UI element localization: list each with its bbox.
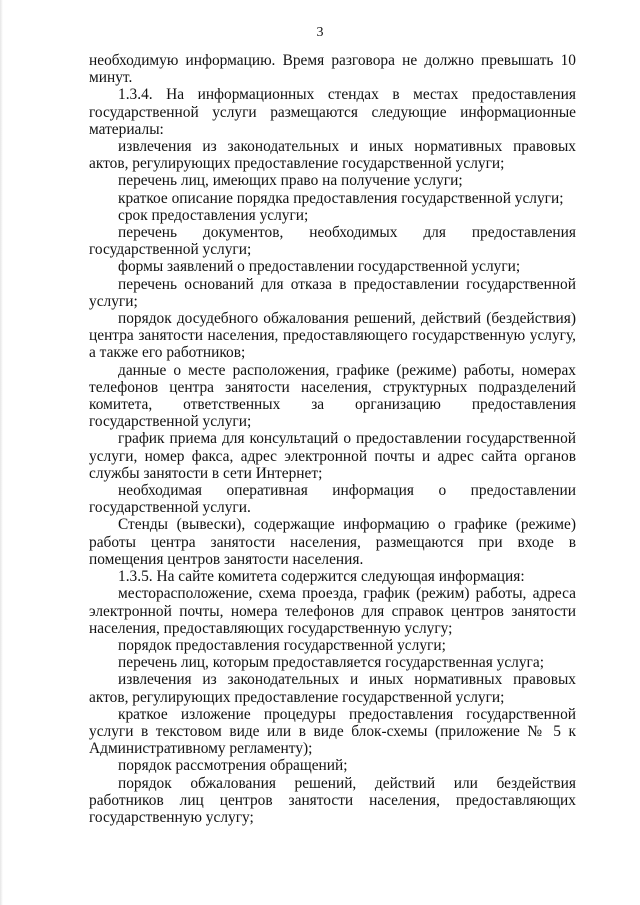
- paragraph: Стенды (вывески), содержащие информацию о графике (режиме) работы центра занятости населения, размещаются при входе в помещения центров занятости населения.: [89, 516, 576, 568]
- paragraph: порядок предоставления государственной услуги;: [118, 636, 446, 654]
- paragraph: краткое изложение процедуры предоставления государственной услуги в текстовом виде или в виде блок-схемы (приложение № 5 к Административному регламенту);: [89, 705, 576, 758]
- paragraph: извлечения из законодательных и иных нормативных правовых актов, регулирующих предоставление государственной услуги;: [89, 671, 576, 706]
- paragraph: формы заявлений о предоставлении государственной услуги;: [118, 258, 521, 276]
- paragraph: перечень оснований для отказа в предоставлении государственной услуги;: [89, 275, 576, 310]
- paragraph: месторасположение, схема проезда, график (режим) работы, адреса электронной почты, номера телефонов для справок центров занятости населения, предоставляющих государственную услугу;: [89, 585, 576, 637]
- paragraph: краткое описание порядка предоставления государственной услуги;: [118, 189, 564, 207]
- paragraph: перечень документов, необходимых для предоставления государственной услуги;: [89, 224, 576, 259]
- paragraph: срок предоставления услуги;: [118, 206, 309, 224]
- page-number: 3: [316, 25, 324, 40]
- paragraph: извлечения из законодательных и иных нормативных правовых актов, регулирующих предоставление государственной услуги;: [89, 138, 576, 173]
- paragraph: перечень лиц, которым предоставляется государственная услуга;: [118, 654, 544, 672]
- paragraph: необходимую информацию. Время разговора не должно превышать 10 минут.: [89, 52, 576, 87]
- paragraph: порядок обжалования решений, действий или бездействия работников лиц центров занятости населения, предоставляющих государственную услугу;: [89, 774, 576, 826]
- paragraph: график приема для консультаций о предоставлении государственной услуги, номер факса, адрес электронной почты и адрес сайта органов службы занятости в сети Интернет;: [89, 430, 576, 482]
- paragraph: 1.3.4. На информационных стендах в местах предоставления государственной услуги размещаются следующие информационные материалы:: [89, 86, 576, 138]
- paragraph: 1.3.5. На сайте комитета содержится следующая информация:: [118, 568, 525, 586]
- paragraph: перечень лиц, имеющих право на получение услуги;: [118, 172, 463, 190]
- paragraph: данные о месте расположения, графике (режиме) работы, номерах телефонов центра занятости населения, структурных подразделений комитета, ответственных за организацию предоставления государственной услуги;: [89, 361, 576, 431]
- paragraph: необходимая оперативная информация о предоставлении государственной услуги.: [89, 482, 576, 517]
- document-body: [89, 52, 576, 826]
- paragraph: порядок рассмотрения обращений;: [118, 757, 348, 775]
- paragraph: порядок досудебного обжалования решений, действий (бездействия) центра занятости населения, предоставляющего государственную услугу, а также его работников;: [89, 310, 576, 362]
- scan-edge-shadow: [0, 0, 3, 905]
